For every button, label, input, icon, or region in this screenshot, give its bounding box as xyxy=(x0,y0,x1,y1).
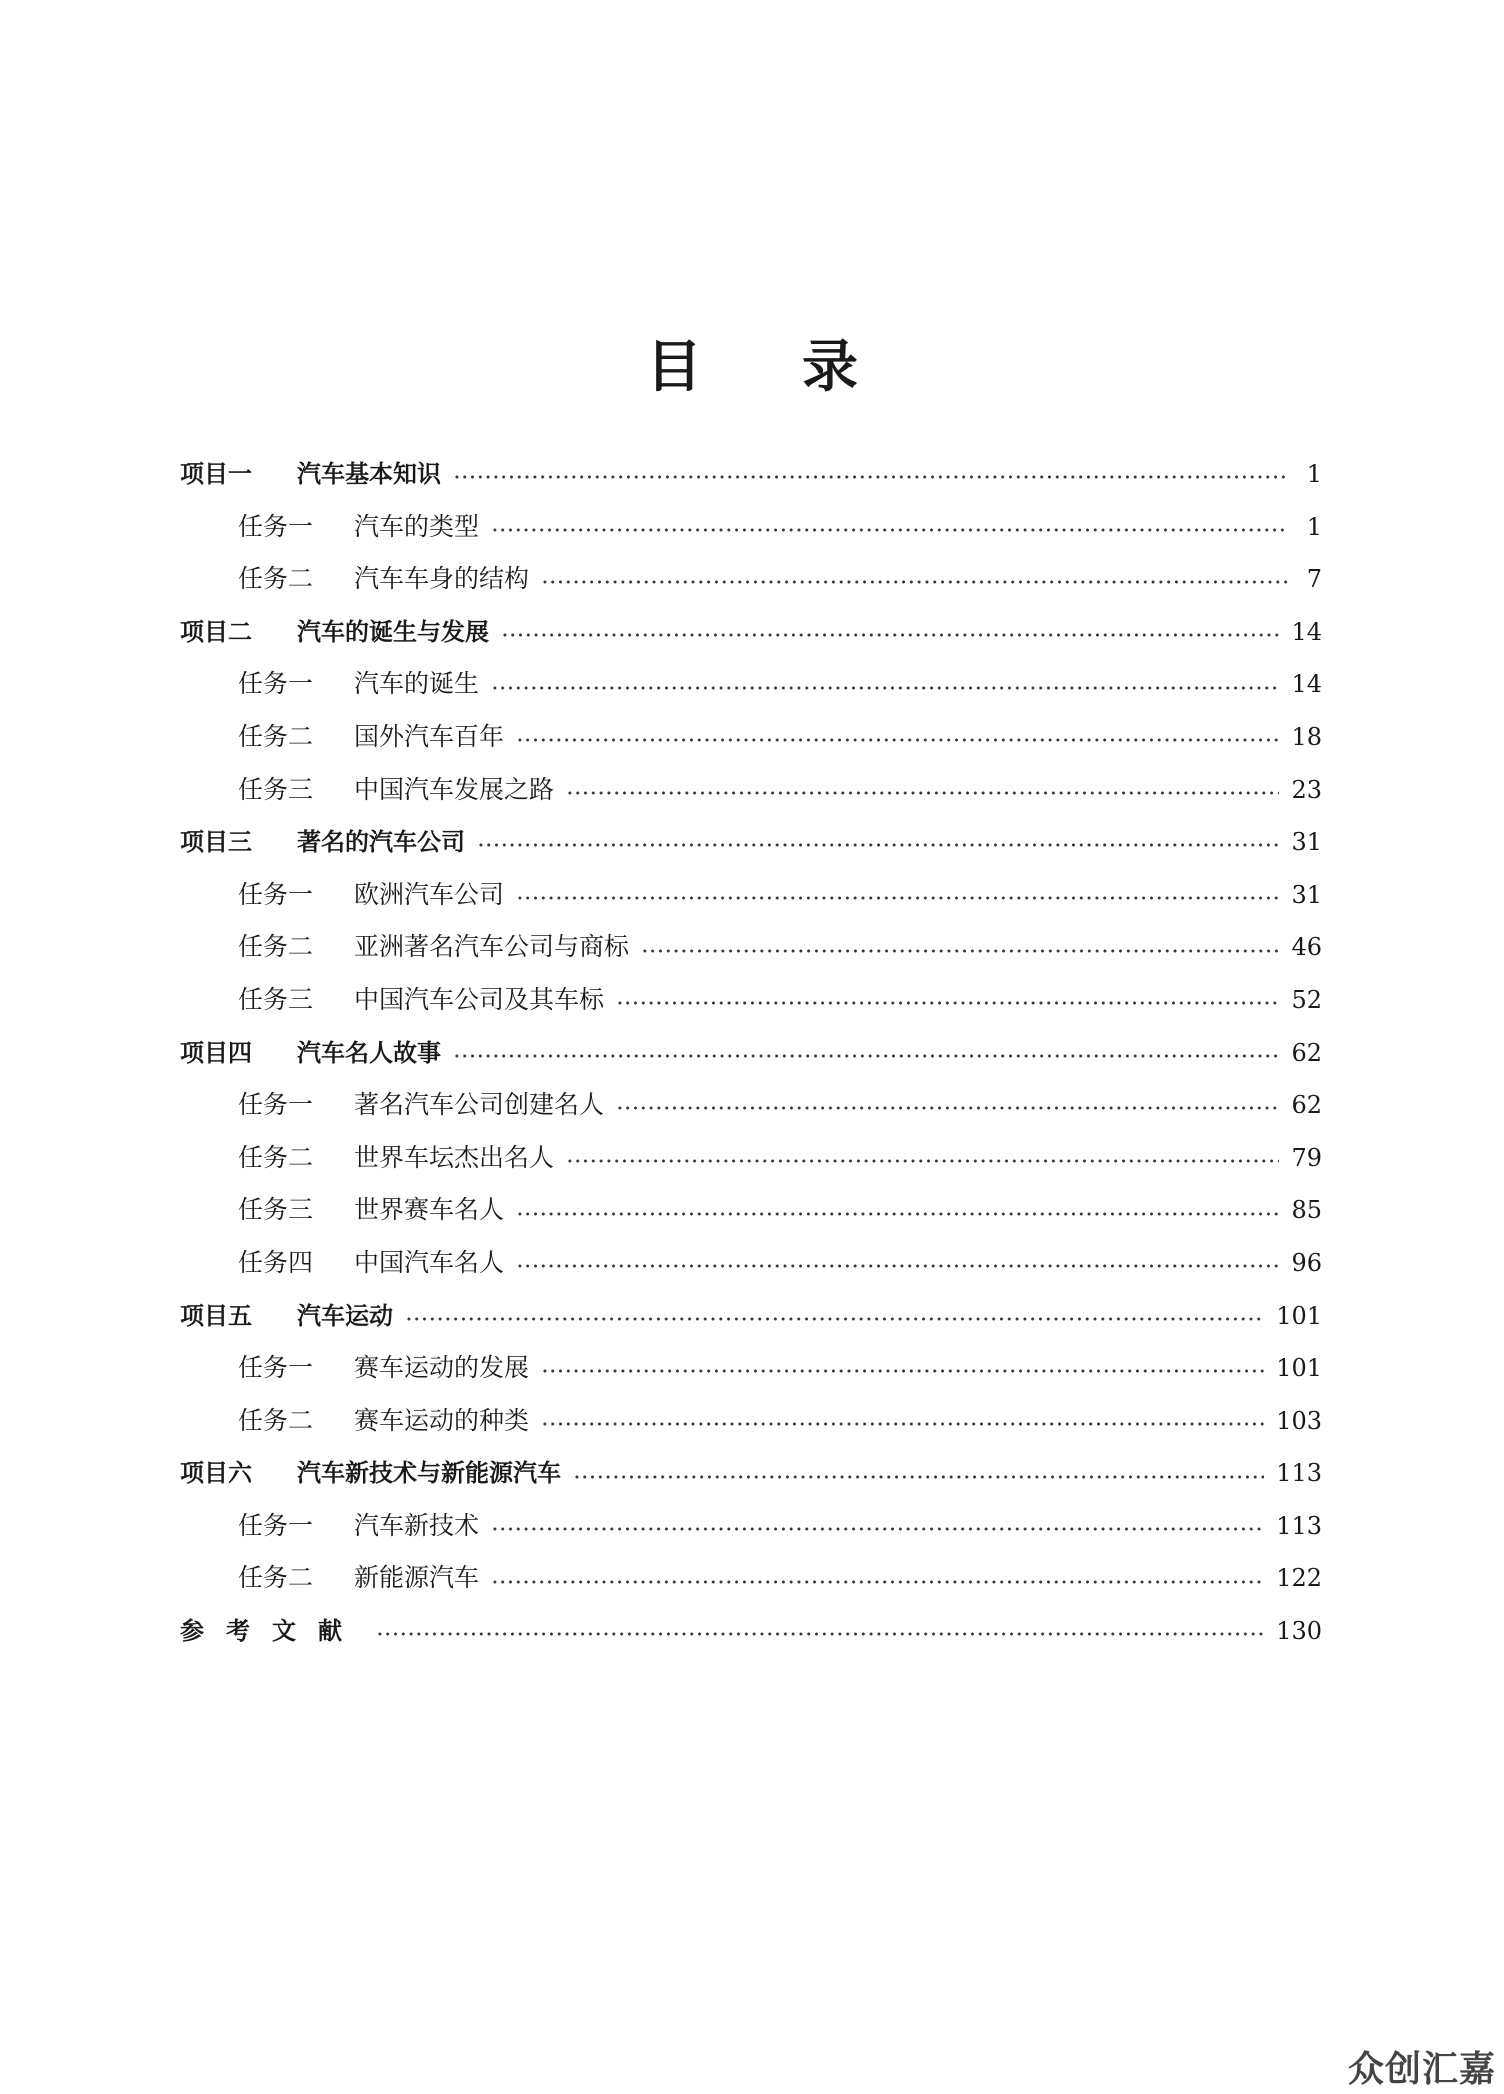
toc-page-number: 7 xyxy=(1306,565,1322,594)
toc-entry-title: 中国汽车公司及其车标 xyxy=(354,984,605,1014)
toc-entry-number: 任务一 xyxy=(238,511,314,541)
dot-leader xyxy=(573,1475,1264,1479)
toc-entry-title: 汽车的诞生与发展 xyxy=(297,617,489,646)
toc-task-entry[interactable] xyxy=(180,869,1322,922)
dot-leader xyxy=(541,580,1288,584)
dot-leader xyxy=(491,1527,1264,1531)
toc-page-number: 31 xyxy=(1291,828,1322,857)
dot-leader xyxy=(516,738,1279,742)
toc-entry-title: 世界赛车名人 xyxy=(354,1195,505,1225)
dot-leader xyxy=(453,475,1288,479)
toc-page-number: 79 xyxy=(1291,1143,1322,1172)
toc-entry-number: 项目三 xyxy=(180,828,252,857)
toc-entry-number: 项目二 xyxy=(180,617,252,646)
toc-page-number: 96 xyxy=(1291,1248,1322,1277)
toc-page-number: 85 xyxy=(1291,1196,1322,1225)
toc-entry-number: 任务二 xyxy=(238,564,314,594)
toc-task-entry[interactable] xyxy=(180,1132,1322,1185)
toc-entry-title: 著名汽车公司创建名人 xyxy=(354,1090,605,1120)
toc-entry-title: 中国汽车发展之路 xyxy=(354,774,555,804)
toc-entry-number: 项目四 xyxy=(180,1038,252,1067)
toc-page-number: 18 xyxy=(1291,722,1322,751)
toc-entry-number: 项目一 xyxy=(180,460,252,488)
toc-page-number: 62 xyxy=(1291,1091,1322,1120)
toc-entry-title: 汽车名人故事 xyxy=(297,1038,441,1067)
toc-entry-title: 中国汽车名人 xyxy=(354,1247,505,1277)
toc-page-number: 14 xyxy=(1291,670,1322,699)
toc-entry-title: 汽车基本知识 xyxy=(297,460,441,488)
toc-page-number: 122 xyxy=(1276,1564,1322,1593)
toc-page-number: 46 xyxy=(1291,933,1322,962)
toc-page-number: 23 xyxy=(1291,775,1322,804)
toc-entry-number: 任务一 xyxy=(238,1090,314,1120)
toc-page-number: 103 xyxy=(1276,1406,1322,1435)
toc-entry-number: 任务二 xyxy=(238,932,314,962)
dot-leader xyxy=(501,633,1279,637)
toc-entry-title: 赛车运动的发展 xyxy=(354,1353,530,1383)
toc-entry-title: 汽车的诞生 xyxy=(354,669,480,699)
toc-entry-number: 任务一 xyxy=(238,1353,314,1383)
toc-entry-number: 项目五 xyxy=(180,1301,252,1330)
toc-entry-title: 世界车坛杰出名人 xyxy=(354,1142,555,1172)
toc-entry-number: 任务二 xyxy=(238,1563,314,1593)
toc-entry-number: 任务二 xyxy=(238,1405,314,1435)
toc-entry-number: 任务三 xyxy=(238,984,314,1014)
toc-page-number: 31 xyxy=(1291,880,1322,909)
dot-leader xyxy=(491,686,1279,690)
dot-leader xyxy=(405,1317,1264,1321)
dot-leader xyxy=(541,1369,1264,1373)
toc-entry-title: 欧洲汽车公司 xyxy=(354,879,505,909)
toc-entry-title: 著名的汽车公司 xyxy=(297,828,465,857)
toc-entry-title: 汽车新技术与新能源汽车 xyxy=(297,1459,561,1488)
title-char-1: 目 xyxy=(646,334,702,400)
toc-entry-title: 国外汽车百年 xyxy=(354,721,505,751)
toc-entry-number: 项目六 xyxy=(180,1459,252,1488)
toc-task-entry[interactable] xyxy=(180,764,1322,817)
toc-entry-number: 任务二 xyxy=(238,721,314,751)
toc-entry-number: 任务二 xyxy=(238,1142,314,1172)
watermark: 众创汇嘉 xyxy=(1347,2049,1496,2090)
dot-leader xyxy=(616,1106,1279,1110)
toc-project-entry[interactable] xyxy=(180,606,1322,659)
toc-entry-number: 任务一 xyxy=(238,669,314,699)
toc-page-number: 1 xyxy=(1306,512,1322,541)
toc-page-number: 101 xyxy=(1276,1301,1322,1330)
dot-leader xyxy=(616,1001,1279,1005)
toc-task-entry[interactable] xyxy=(180,1079,1322,1132)
dot-leader xyxy=(566,791,1279,795)
toc-project-entry[interactable] xyxy=(180,816,1322,869)
toc-page-number: 1 xyxy=(1306,460,1322,488)
toc-entry-number: 任务一 xyxy=(238,1510,314,1540)
dot-leader xyxy=(491,1580,1264,1584)
dot-leader xyxy=(516,896,1279,900)
toc-task-entry[interactable] xyxy=(180,974,1322,1027)
toc-page-number: 113 xyxy=(1276,1511,1322,1540)
dot-leader xyxy=(516,1212,1279,1216)
dot-leader xyxy=(477,843,1279,847)
title-char-2: 录 xyxy=(802,334,858,400)
toc-entry-title: 汽车车身的结构 xyxy=(354,564,530,594)
toc-task-entry[interactable] xyxy=(180,501,1322,554)
toc-task-entry[interactable] xyxy=(180,658,1322,711)
dot-leader xyxy=(566,1159,1279,1163)
toc-entry-title: 新能源汽车 xyxy=(354,1563,480,1593)
toc-task-entry[interactable] xyxy=(180,1184,1322,1237)
toc-task-entry[interactable] xyxy=(180,553,1322,606)
toc-task-entry[interactable] xyxy=(180,1395,1322,1448)
toc-project-entry[interactable] xyxy=(180,448,1322,501)
toc-entry-title: 亚洲著名汽车公司与商标 xyxy=(354,932,630,962)
toc-project-entry[interactable] xyxy=(180,1447,1322,1500)
toc-entry-title: 汽车新技术 xyxy=(354,1510,480,1540)
toc-page-number: 62 xyxy=(1291,1038,1322,1067)
dot-leader xyxy=(516,1264,1279,1268)
toc-task-entry[interactable] xyxy=(180,921,1322,974)
toc-entry-number: 任务一 xyxy=(238,879,314,909)
dot-leader xyxy=(541,1422,1264,1426)
dot-leader xyxy=(453,1054,1279,1058)
toc-references-entry[interactable] xyxy=(180,1605,1322,1658)
toc-entry-number: 任务四 xyxy=(238,1247,314,1277)
toc-entry-title: 参考文献 xyxy=(180,1617,364,1646)
toc-project-entry[interactable] xyxy=(180,1290,1322,1343)
toc-entry-number: 任务三 xyxy=(238,774,314,804)
toc-entry-title: 汽车运动 xyxy=(297,1301,393,1330)
toc-entry-title: 汽车的类型 xyxy=(354,511,480,541)
toc-page-number: 14 xyxy=(1291,617,1322,646)
toc-page-number: 101 xyxy=(1276,1354,1322,1383)
dot-leader xyxy=(641,949,1279,953)
page-title xyxy=(0,328,1504,408)
toc-project-entry[interactable] xyxy=(180,1027,1322,1080)
dot-leader xyxy=(491,528,1288,532)
toc-entry-number: 任务三 xyxy=(238,1195,314,1225)
toc-task-entry[interactable] xyxy=(180,1342,1322,1395)
toc-task-entry[interactable] xyxy=(180,1237,1322,1290)
toc-page-number: 52 xyxy=(1291,985,1322,1014)
toc-task-entry[interactable] xyxy=(180,711,1322,764)
table-of-contents xyxy=(180,448,1322,1658)
toc-page-number: 113 xyxy=(1276,1459,1322,1488)
toc-entry-title: 赛车运动的种类 xyxy=(354,1405,530,1435)
toc-task-entry[interactable] xyxy=(180,1500,1322,1553)
dot-leader xyxy=(376,1632,1264,1636)
toc-page-number: 130 xyxy=(1276,1617,1322,1646)
toc-task-entry[interactable] xyxy=(180,1552,1322,1605)
